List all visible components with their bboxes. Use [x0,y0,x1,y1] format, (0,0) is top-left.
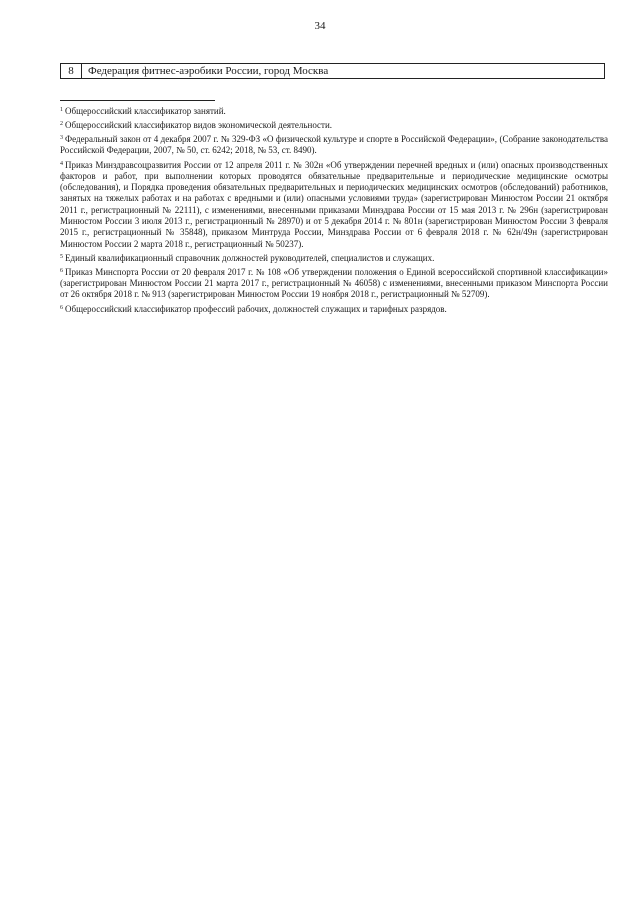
table-row [60,63,605,79]
footnote-text: Общероссийский классификатор занятий. [65,106,226,116]
footnote-text: Приказ Минздравсоцразвития России от 12 апреля 2011 г. № 302н «Об утверждении перечней вредных и (или) опасных производственных факторов и работ, при выполнении которых проводятся обязательные предварительные и периодические медицинские осмотры (обследования), и Порядка проведения обязательных предварительных и периодических медицинских осмотров (обследований) работников, занятых на тяжелых работах и на работах с вредными и (или) опасными условиями труда» (зарегистрирован Минюстом России 21 октября 2011 г., регистрационный № 22111), с изменениями, внесенными приказами Минздрава России от 15 мая 2013 г. № 296н (зарегистрирован Минюстом России 3 июля 2013 г., регистрационный № 28970) и от 5 декабря 2014 г. № 801н (зарегистрирован Минюстом России 3 февраля 2015 г., регистрационный № 35848), приказом Минтруда России, Минздрава России от 6 февраля 2018 г. № 62н/49н (зарегистрирован Минюстом России 2 марта 2018 г., регистрационный № 50237). [60,159,608,249]
footnote [60,266,608,301]
footnote [60,159,608,250]
footnote [60,303,608,315]
footnote-mark: 6 [60,267,63,274]
footnote-text: Приказ Минспорта России от 20 февраля 2017 г. № 108 «Об утверждении положения о Единой всероссийской спортивной классификации» (зарегистрирован Минюстом России 21 марта 2017 г., регистрационный № 46058) с изменениями, внесенными приказом Минспорта России от 26 октября 2018 г. № 913 (зарегистрирован Минюстом России 19 ноября 2018 г., регистрационный № 52709). [60,266,608,300]
footnote-separator [60,100,215,101]
footnote [60,119,608,131]
row-number: 8 [61,64,82,78]
page-number: 34 [314,20,326,32]
footnote-text: Общероссийский классификатор видов экономической деятельности. [65,120,333,131]
footnote [60,252,608,264]
footnote-mark: 5 [60,253,63,260]
footnote-text: Единый квалификационный справочник должностей руководителей, специалистов и служащих. [65,252,435,263]
footnote-text: Общероссийский классификатор профессий рабочих, должностей служащих и тарифных разрядов. [65,303,447,314]
footnote-mark: 6 [60,304,63,311]
footnote-mark: 3 [60,135,63,142]
footnote-text: Федеральный закон от 4 декабря 2007 г. № 329-ФЗ «О физической культуре и спорте в Российской Федерации», (Собрание законодательства Российской Федерации, 2007, № 50, ст. 6242; 2018, № 53, ст. 8490). [60,134,608,156]
footnote [60,105,608,117]
footnotes [60,105,608,317]
footnote-mark: 1 [60,107,63,113]
footnote-mark: 4 [60,160,63,167]
footnote [60,133,608,157]
organization-name: Федерация фитнес-аэробики России, город Москва [88,65,329,77]
footnote-mark: 2 [60,121,63,128]
